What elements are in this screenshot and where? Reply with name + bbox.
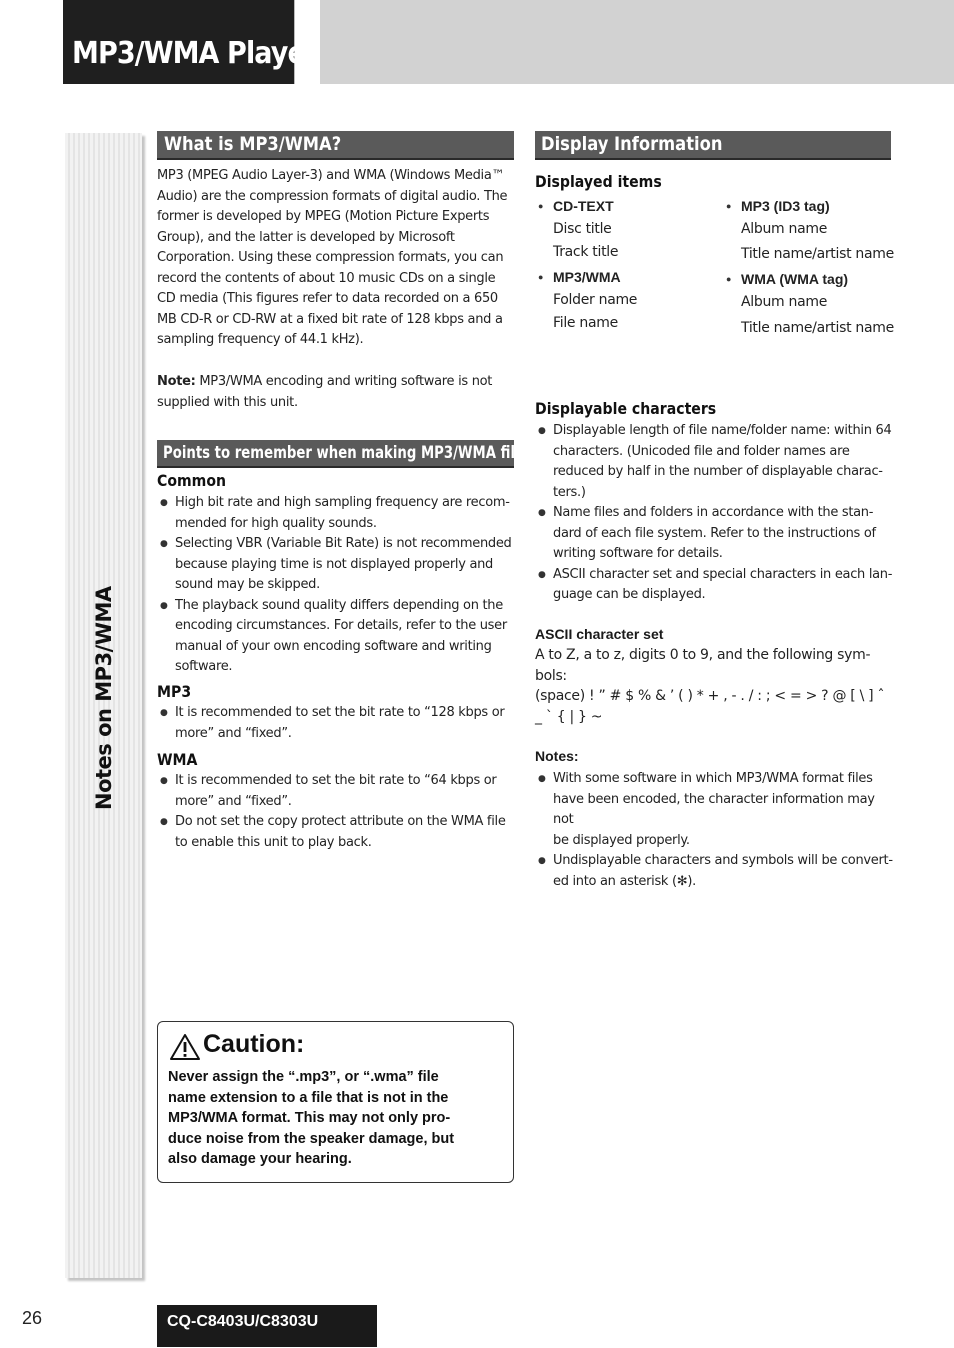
side-tab-label: Notes on MP3/WMA: [92, 586, 116, 810]
caution-title: Caution:: [203, 1030, 305, 1058]
ascii-set-text: A to Z, a to z, digits 0 to 9, and the following sym- bols: (space) ! ” # $ % & ’ ( ) * + , - . / : ; < = > ? @ [ \ ] ˆ _ ` { | } ~: [535, 647, 885, 725]
what-is-body: MP3 (MPEG Audio Layer-3) and WMA (Windows Media™ Audio) are the compression formats of digital audio. The former is developed by MPEG (Motion Picture Experts Group), and the latter is developed by Microsoft Corporation. Using these compression formats, you can record the contents of about 10 music CDs on a single CD media (This figures refer to data recorded on a 650 MB CD-R or CD-RW at a fixed bit rate of 128 kbps and a sampling frequency of 44.1 kHz).: [157, 168, 508, 347]
mp3-list: [157, 703, 517, 744]
subheading-displayable-characters: Displayable characters: [535, 399, 717, 418]
warning-triangle-icon: [169, 1033, 201, 1061]
list-item: ● Name files and folders in accordance with the stan- dard of each file system. Refer to the instructions of writing software for details.: [535, 503, 895, 565]
displayed-items-left: ● CD-TEXT Disc title Track title ● MP3/WMA Folder name File name: [535, 195, 720, 335]
item-cd-text: ● CD-TEXT: [535, 195, 720, 218]
subheading-common: Common: [157, 471, 227, 490]
displayable-characters-list: [535, 421, 895, 606]
note-label: Note:: [157, 374, 196, 389]
wma-list: [157, 771, 517, 853]
list-item: ● Selecting VBR (Variable Bit Rate) is not recommended because playing time is not displayed properly and sound may be skipped.: [157, 534, 517, 596]
model-number-badge: CQ-C8403U/C8303U: [157, 1305, 377, 1347]
item-mp3-wma: ● MP3/WMA: [535, 266, 720, 289]
list-item: ● It is recommended to set the bit rate to “64 kbps or more” and “fixed”.: [157, 771, 517, 812]
list-item: ● Undisplayable characters and symbols will be convert- ed into an asterisk (✻).: [535, 851, 895, 892]
caution-text: Never assign the “.mp3”, or “.wma” file name extension to a file that is not in the MP3/WMA format. This may not only pro- duce noise from the speaker damage, but also damage your hearing.: [168, 1069, 455, 1167]
section-heading-display-info: Display Information: [535, 131, 891, 160]
list-item: ● It is recommended to set the bit rate to “128 kbps or more” and “fixed”.: [157, 703, 517, 744]
page-title: MP3/WMA Player: [63, 0, 294, 84]
section-heading-what-is: What is MP3/WMA?: [157, 131, 514, 160]
section-heading-points: Points to remember when making MP3/WMA files: [157, 440, 514, 468]
item-mp3-id3: ● MP3 (ID3 tag): [723, 195, 898, 218]
displayed-items-right: ● MP3 (ID3 tag) Album name Title name/artist name ● WMA (WMA tag) Album name Title name/artist name: [723, 195, 898, 343]
list-item: ● The playback sound quality differs depending on the encoding circumstances. For details, refer to the user manual of your own encoding software and writing software.: [157, 596, 517, 678]
common-list: [157, 493, 517, 678]
item-wma-tag: ● WMA (WMA tag): [723, 268, 898, 291]
subheading-notes: Notes:: [535, 748, 579, 764]
notes-list: [535, 769, 895, 892]
what-is-note: Note: MP3/WMA encoding and writing software is not supplied with this unit.: [157, 374, 493, 410]
page-number: 26: [22, 1308, 43, 1328]
list-item: ● With some software in which MP3/WMA format files have been encoded, the character information may not be displayed properly.: [535, 769, 895, 851]
list-item: ● Do not set the copy protect attribute on the WMA file to enable this unit to play back.: [157, 812, 517, 853]
subheading-ascii-set: ASCII character set: [535, 626, 664, 642]
subheading-displayed-items: Displayed items: [535, 172, 662, 191]
subheading-wma: WMA: [157, 750, 198, 769]
list-item: ● ASCII character set and special characters in each lan- guage can be displayed.: [535, 565, 895, 606]
header-band: [320, 0, 954, 84]
subheading-mp3: MP3: [157, 682, 192, 701]
list-item: ● High bit rate and high sampling frequency are recom- mended for high quality sounds.: [157, 493, 517, 534]
list-item: ● Displayable length of file name/folder name: within 64 characters. (Unicoded file and folder names are reduced by half in the number of displayable charac- ters.): [535, 421, 895, 503]
